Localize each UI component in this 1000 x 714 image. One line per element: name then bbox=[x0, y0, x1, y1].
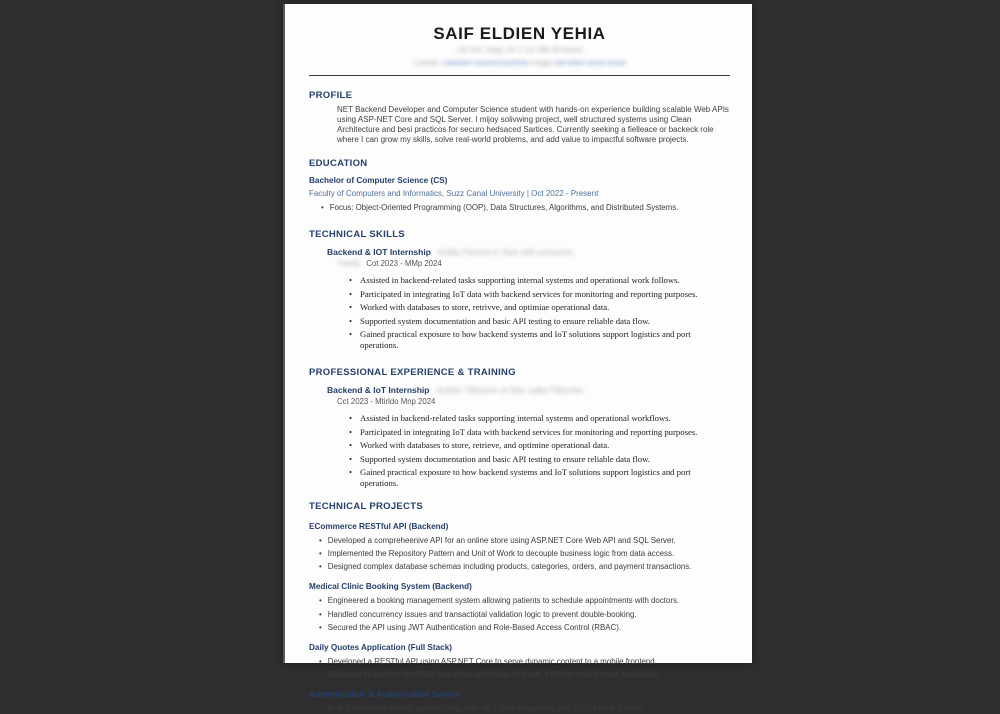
experience-bullet bbox=[349, 467, 730, 488]
project-bullet bbox=[319, 562, 730, 572]
skills-bullet bbox=[349, 302, 730, 313]
bullet-icon: • bbox=[321, 203, 324, 212]
project-bullet bbox=[319, 610, 730, 620]
experience-heading: PROFESSIONAL EXPERIENCE & TRAINING bbox=[309, 367, 516, 378]
candidate-name: SAIF ELDIEN YEHIA bbox=[433, 24, 606, 43]
bullet-icon: • bbox=[319, 562, 322, 572]
skills-role-company-redacted: Aniltlu Flenine in Swe with prosseen bbox=[437, 247, 574, 257]
skills-bullet-text: Assisted in backend-related tasks supporting internal systems and operational work follows. bbox=[360, 275, 680, 285]
skills-bullet bbox=[349, 275, 730, 286]
project-bullet bbox=[319, 704, 730, 714]
experience-bullet bbox=[349, 454, 730, 465]
experience-bullet-text: Worked with databases to store, retrieve, and optimine operational data. bbox=[360, 440, 610, 450]
experience-date-line bbox=[337, 397, 730, 407]
resume-page bbox=[283, 4, 752, 713]
bullet-icon: • bbox=[349, 467, 353, 477]
profile-body: NET Backend Developer and Computer Science student with hands-on experience building scalable Web APIs using ASP-NET Core and SQL Server. I mijoy solivwing project, well structured systems using Clean Architecture and besi practicos for securo hedsaced Sartices. Currently seeking a fielleace or backeck role where I can grow my skills, solve real-world problems, and add value to impactful software projects. bbox=[337, 105, 729, 144]
project-bullet bbox=[319, 657, 730, 667]
experience-bullet-list bbox=[309, 413, 730, 488]
project-bullet-text: Developed a compreheenive API for an online store using ASP.NET Core Web API and SQL Server. bbox=[327, 536, 676, 545]
bullet-icon: • bbox=[349, 426, 353, 437]
experience-bullet bbox=[349, 440, 730, 451]
skills-bullet bbox=[349, 289, 730, 300]
skills-bullet-text: Participated in integrating IoT data with backend services for monitoring and reporting purposes. bbox=[360, 288, 698, 299]
experience-role-company-redacted: Anittltu Tillsanne at Ster valkp Pilltnchis bbox=[435, 385, 584, 395]
project-bullet-text: Engineered a booking management system allowing patients to schedule appointments with doctors. bbox=[327, 596, 680, 606]
project-block bbox=[309, 582, 730, 632]
profile-heading: PROFILE bbox=[309, 90, 353, 101]
bullet-icon: • bbox=[319, 703, 322, 713]
project-bullet-list bbox=[309, 536, 730, 572]
degree-title: Bachelor of Computer Science (CS) bbox=[309, 176, 448, 185]
contact-line-1 bbox=[309, 46, 730, 56]
project-bullet-text: Handled concurrency issues and transactiotal validation logic to prevent double-booking. bbox=[327, 609, 637, 619]
project-block bbox=[309, 522, 730, 572]
experience-bullet bbox=[349, 413, 730, 424]
skills-bullet bbox=[349, 316, 730, 327]
contact-address-redacted: 13d Sok, Dapp i-Dr 1 131 998 4Embraco bbox=[456, 47, 583, 54]
resume-header bbox=[309, 4, 730, 76]
technical-skills-heading: TECHNICAL SKILLS bbox=[309, 229, 405, 240]
project-bullet-text: Developed a RESTful API using ASP.NET Core to serve dynamic content to a mobile frontend. bbox=[327, 656, 657, 666]
project-bullet bbox=[319, 670, 730, 680]
contact-label-redacted: Linkedin: bbox=[413, 59, 442, 67]
bullet-icon: • bbox=[319, 536, 322, 545]
project-bullet-list bbox=[309, 596, 730, 632]
project-bullet-text: Secured the API using JWT Authentication and Role-Based Access Control (RBAC). bbox=[327, 622, 622, 632]
project-bullet bbox=[319, 549, 730, 559]
bullet-icon: • bbox=[319, 596, 322, 606]
skills-date-text: Cot 2023 - MMp 2024 bbox=[366, 259, 442, 268]
experience-bullet-text: Participated in integrating IoT data with backend services for monitoring and reporting purposes. bbox=[360, 426, 698, 437]
projects-heading: TECHNICAL PROJECTS bbox=[309, 501, 423, 512]
skills-role-text: Backend & IOT Internship bbox=[327, 247, 431, 257]
bullet-icon: • bbox=[349, 453, 353, 464]
project-bullet bbox=[319, 536, 730, 546]
bullet-icon: • bbox=[319, 549, 322, 559]
bullet-icon: • bbox=[319, 622, 322, 632]
education-heading: EDUCATION bbox=[309, 158, 368, 169]
experience-bullet bbox=[349, 427, 730, 438]
project-title: Authentication & Authorication Service bbox=[309, 689, 462, 699]
bullet-icon: • bbox=[319, 656, 322, 666]
contact-link-1-redacted: saifeldien-backend-portfolio bbox=[443, 59, 529, 67]
experience-bullet-text: Gained practical exposure to how backend systems and IoT solutions support logistics and port operations. bbox=[360, 467, 691, 488]
skills-date-line bbox=[337, 259, 730, 269]
skills-role-title bbox=[327, 247, 730, 257]
project-bullet-list bbox=[309, 704, 730, 714]
project-title: Daily Quotes Application (Full Stack) bbox=[309, 642, 452, 652]
project-bullet-text: Implemented the Repository Pattern and Unit of Work to decouple business logic from data access. bbox=[327, 549, 675, 559]
project-title: Medical Clinic Booking System (Backend) bbox=[309, 582, 472, 592]
bullet-icon: • bbox=[349, 275, 353, 285]
contact-link-2-redacted: saif-eldien-yehia-linked bbox=[554, 59, 626, 67]
bullet-icon: • bbox=[349, 413, 353, 423]
education-bullet bbox=[321, 203, 730, 213]
education-bullet-text: Focus: Object-Oriented Programming (OOP), Data Structures, Algorithms, and Distributed Systems. bbox=[329, 203, 679, 212]
project-block bbox=[309, 690, 730, 714]
bullet-icon: • bbox=[349, 329, 353, 339]
degree-institution: Faculty of Computers and Informatics, Suzz Canal University | Oct 2022 - Present bbox=[309, 189, 599, 198]
project-bullet-list bbox=[309, 657, 730, 680]
skills-bullet-text: Worked with databases to store, retrivve, and optimiae operational data. bbox=[360, 302, 610, 312]
experience-role-title bbox=[327, 385, 730, 395]
skills-bullet-text: Gained practical exposure to how backend systems and IoT solutions support logistics and port operations. bbox=[360, 329, 691, 350]
project-title: ECommerce RESTful API (Backend) bbox=[309, 522, 449, 531]
skills-bullet bbox=[349, 329, 730, 350]
experience-bullet-text: Assisted in backend-related tasks supporting internal systems and operational workflows. bbox=[360, 413, 671, 423]
experience-role-text: Backend & IoT Internship bbox=[327, 385, 430, 395]
bullet-icon: • bbox=[349, 440, 353, 450]
bullet-icon: • bbox=[349, 315, 353, 326]
project-bullet-text: Designed complex database schemas including products, categories, orders, and payment transactions. bbox=[327, 562, 692, 572]
contact-mid-redacted: magga bbox=[530, 59, 553, 67]
project-bullet-text: Designed endponins forc RUD operations and integrated with a Flutter mobile most application. bbox=[327, 669, 661, 679]
bullet-icon: • bbox=[349, 288, 353, 299]
skills-date-prefix-redacted: Tuarlki bbox=[337, 259, 361, 268]
experience-bullet-text: Supported system documentation and basic API testing to ensure reliable data flow. bbox=[360, 453, 650, 464]
bullet-icon: • bbox=[319, 609, 322, 619]
project-block bbox=[309, 643, 730, 680]
bullet-icon: • bbox=[319, 669, 322, 679]
project-bullet bbox=[319, 623, 730, 633]
skills-bullet-list bbox=[309, 275, 730, 350]
project-bullet-text: Built a dedicated identity service using ASP NET Core integrating with USON Web Tokens. bbox=[327, 703, 644, 713]
contact-line-2 bbox=[309, 59, 730, 69]
experience-date-text: Cct 2023 - Mtirldo Mnp 2024 bbox=[337, 397, 436, 406]
bullet-icon: • bbox=[349, 302, 353, 312]
skills-bullet-text: Supported system documentation and basic API testing to ensure reliable data flow. bbox=[360, 315, 650, 326]
header-divider bbox=[309, 75, 730, 76]
project-bullet bbox=[319, 596, 730, 606]
